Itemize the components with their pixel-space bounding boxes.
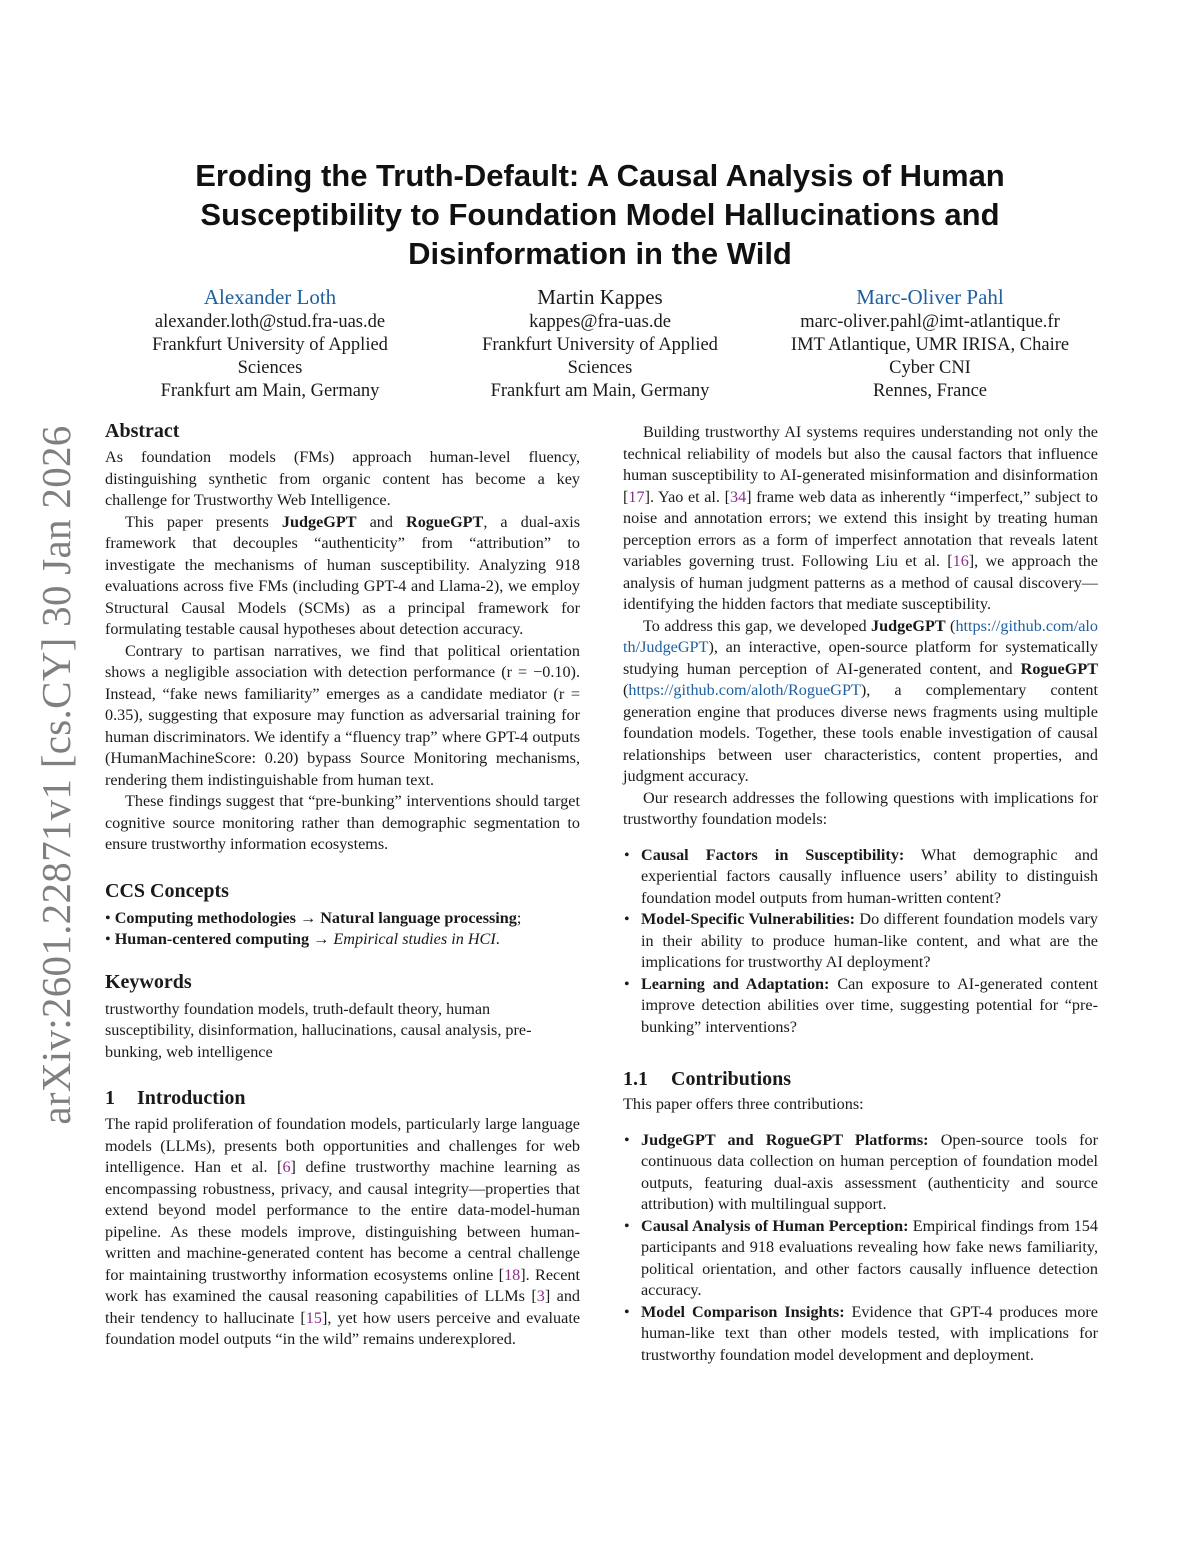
- author-location: Rennes, France: [872, 381, 988, 401]
- judgegpt-name: JudgeGPT: [281, 512, 357, 531]
- author-location: Frankfurt am Main, Germany: [160, 381, 380, 401]
- citation-link[interactable]: 16: [952, 552, 969, 570]
- author-1: [105, 284, 435, 403]
- keywords-heading: Keywords: [105, 970, 192, 993]
- author-2: [435, 284, 765, 403]
- citation-link[interactable]: 34: [729, 487, 747, 506]
- contributions-list: [623, 1130, 1098, 1367]
- body-paragraph: Our research addresses the following questions with implications for trustworthy foundation models:: [623, 788, 1098, 828]
- citation-link[interactable]: 18: [504, 1265, 521, 1284]
- keywords-text: trustworthy foundation models, truth-default theory, human susceptibility, disinformation, hallucinations, causal analysis, pre-bunking, web intelligence: [105, 999, 532, 1061]
- ccs-concept: • Human-centered computing → Empirical studies in HCI.: [105, 930, 500, 948]
- abstract-paragraph: As foundation models (FMs) approach human-level fluency, distinguishing synthetic from organic content has become a key challenge for Trustworthy Web Intelligence.: [105, 448, 580, 509]
- list-item: • Causal Factors in Susceptibility: What demographic and experiential factors causally influence users’ ability to distinguish foundation model outputs from human-written content?: [623, 845, 1098, 910]
- paper-title: Eroding the Truth-Default: A Causal Analysis of Human Susceptibility to Foundation Model Hallucinations and Disinformation in the Wild: [195, 158, 1005, 271]
- citation-link[interactable]: 6: [282, 1158, 291, 1176]
- list-item: • Learning and Adaptation: Can exposure to AI-generated content improve detection abilities over time, suggesting potential for “pre-bunking” interventions?: [623, 974, 1098, 1039]
- list-item: • Model-Specific Vulnerabilities: Do different foundation models vary in their ability to produce human-like content, and what are the implications for trustworthy AI deployment?: [623, 909, 1098, 974]
- author-location: Frankfurt am Main, Germany: [490, 381, 710, 401]
- list-item: • Causal Analysis of Human Perception: Empirical findings from 154 participants and 918 evaluations revealing how fake news familiarity, political orientation, and other factors causally influence detection accuracy.: [623, 1216, 1098, 1302]
- author-email: marc-oliver.pahl@imt-atlantique.fr: [800, 312, 1060, 332]
- author-affiliation: IMT Atlantique, UMR IRISA, Chaire: [790, 335, 1070, 355]
- body-paragraph: To address this gap, we developed JudgeGPT (https://github.com/aloth/JudgeGPT), an interactive, open-source platform for systematically studying human perception of AI-generated content, and RogueGPT (https://github.com/aloth/RogueGPT), a complementary content generation engine that produces diverse news fragments using multiple foundation models. Together, these tools enable investigation of causal relationships between user characteristics, content properties, and judgment accuracy.: [623, 616, 1098, 785]
- intro-paragraph: The rapid proliferation of foundation models, particularly large language models (LLMs), presents both opportunities and challenges for web intelligence. Han et al. [6] define trustworthy machine learning as encompassing robustness, privacy, and causal integrity—properties that extend beyond model performance to the entire data-model-human pipeline. As these models improve, distinguishing between human-written and machine-generated content has become a central challenge for maintaining trustworthy information ecosystems online [18]. Recent work has examined the causal reasoning capabilities of LLMs [3] and their tendency to hallucinate [15], yet how users perceive and evaluate foundation model outputs “in the wild” remains underexplored.: [105, 1115, 581, 1348]
- arxiv-sidebar: [26, 425, 86, 1125]
- roguegpt-url[interactable]: https://github.com/aloth/RogueGPT: [628, 681, 861, 699]
- author-name[interactable]: Marc-Oliver Pahl: [856, 285, 1004, 309]
- author-affiliation: Frankfurt University of Applied: [152, 335, 388, 355]
- author-email: kappes@fra-uas.de: [529, 312, 671, 332]
- author-affiliation: Sciences: [237, 358, 303, 378]
- contributions-heading: 1.1 Contributions: [623, 1068, 792, 1090]
- citation-link[interactable]: 15: [305, 1308, 322, 1327]
- ccs-heading: CCS Concepts: [105, 879, 229, 902]
- left-column: [105, 418, 580, 1351]
- body-paragraph: Building trustworthy AI systems requires understanding not only the technical reliability of models but also the causal factors that influence human susceptibility to AI-generated misinformation and disinformation [17]. Yao et al. [34] frame web data as inherently “imperfect,” subject to noise and annotation errors; we extend this insight by treating human perception errors as a form of imperfect annotation that reveals latent variables governing trust. Following Liu et al. [16], we approach the analysis of human judgment patterns as a method of causal discovery—identifying the hidden factors that mediate susceptibility.: [623, 423, 1098, 613]
- roguegpt-name: RogueGPT: [406, 512, 484, 531]
- author-affiliation: Cyber CNI: [889, 358, 971, 378]
- author-3: [765, 284, 1095, 403]
- citation-link[interactable]: 17: [628, 487, 645, 506]
- judgegpt-url[interactable]: https://github.com/aloth/JudgeGPT: [623, 616, 1098, 656]
- author-affiliation: Sciences: [567, 358, 633, 378]
- list-item: • Model Comparison Insights: Evidence that GPT-4 produces more human-like text than other models tested, with implications for trustworthy foundation model development and deployment.: [623, 1302, 1098, 1367]
- right-column: [623, 422, 1098, 1366]
- abstract-paragraph: These findings suggest that “pre-bunking” interventions should target cognitive source monitoring rather than demographic segmentation to ensure trustworthy information ecosystems.: [105, 792, 580, 853]
- research-questions-list: [623, 845, 1098, 1039]
- author-name[interactable]: Alexander Loth: [203, 285, 337, 309]
- abstract-paragraph: Contrary to partisan narratives, we find that political orientation shows a negligible association with detection performance (r = −0.10). Instead, “fake news familiarity” emerges as a candidate mediator (r = 0.35), suggesting that exposure may function as adversarial training for human discriminators. We identify a “fluency trap” where GPT-4 outputs (HumanMachineScore: 0.20) bypass Source Monitoring mechanisms, rendering them indistinguishable from human text.: [105, 641, 580, 789]
- author-affiliation: Frankfurt University of Applied: [482, 335, 718, 355]
- abstract-heading: Abstract: [105, 420, 180, 442]
- arxiv-identifier: arXiv:2601.22871v1 [cs.CY] 30 Jan 2026: [33, 425, 79, 1125]
- author-email: alexander.loth@stud.fra-uas.de: [154, 312, 386, 332]
- author-name: Martin Kappes: [537, 285, 663, 309]
- body-paragraph: This paper offers three contributions:: [623, 1095, 864, 1113]
- intro-heading: 1 Introduction: [105, 1087, 246, 1109]
- citation-link[interactable]: 3: [536, 1287, 545, 1305]
- abstract-paragraph: This paper presents JudgeGPT and RogueGPT, a dual-axis framework that decouples “authenticity” from “attribution” to investigate the mechanisms of human susceptibility. Analyzing 918 evaluations across five FMs (including GPT-4 and Llama-2), we employ Structural Causal Models (SCMs) as a principal framework for formulating testable causal hypotheses about detection accuracy.: [105, 512, 580, 638]
- list-item: • JudgeGPT and RogueGPT Platforms: Open-source tools for continuous data collection on human perception of foundation model outputs, featuring dual-axis assessment (authenticity and source attribution) with multilingual support.: [623, 1130, 1098, 1216]
- author-block: [105, 284, 1095, 403]
- ccs-concept: • Computing methodologies → Natural language processing;: [105, 908, 522, 927]
